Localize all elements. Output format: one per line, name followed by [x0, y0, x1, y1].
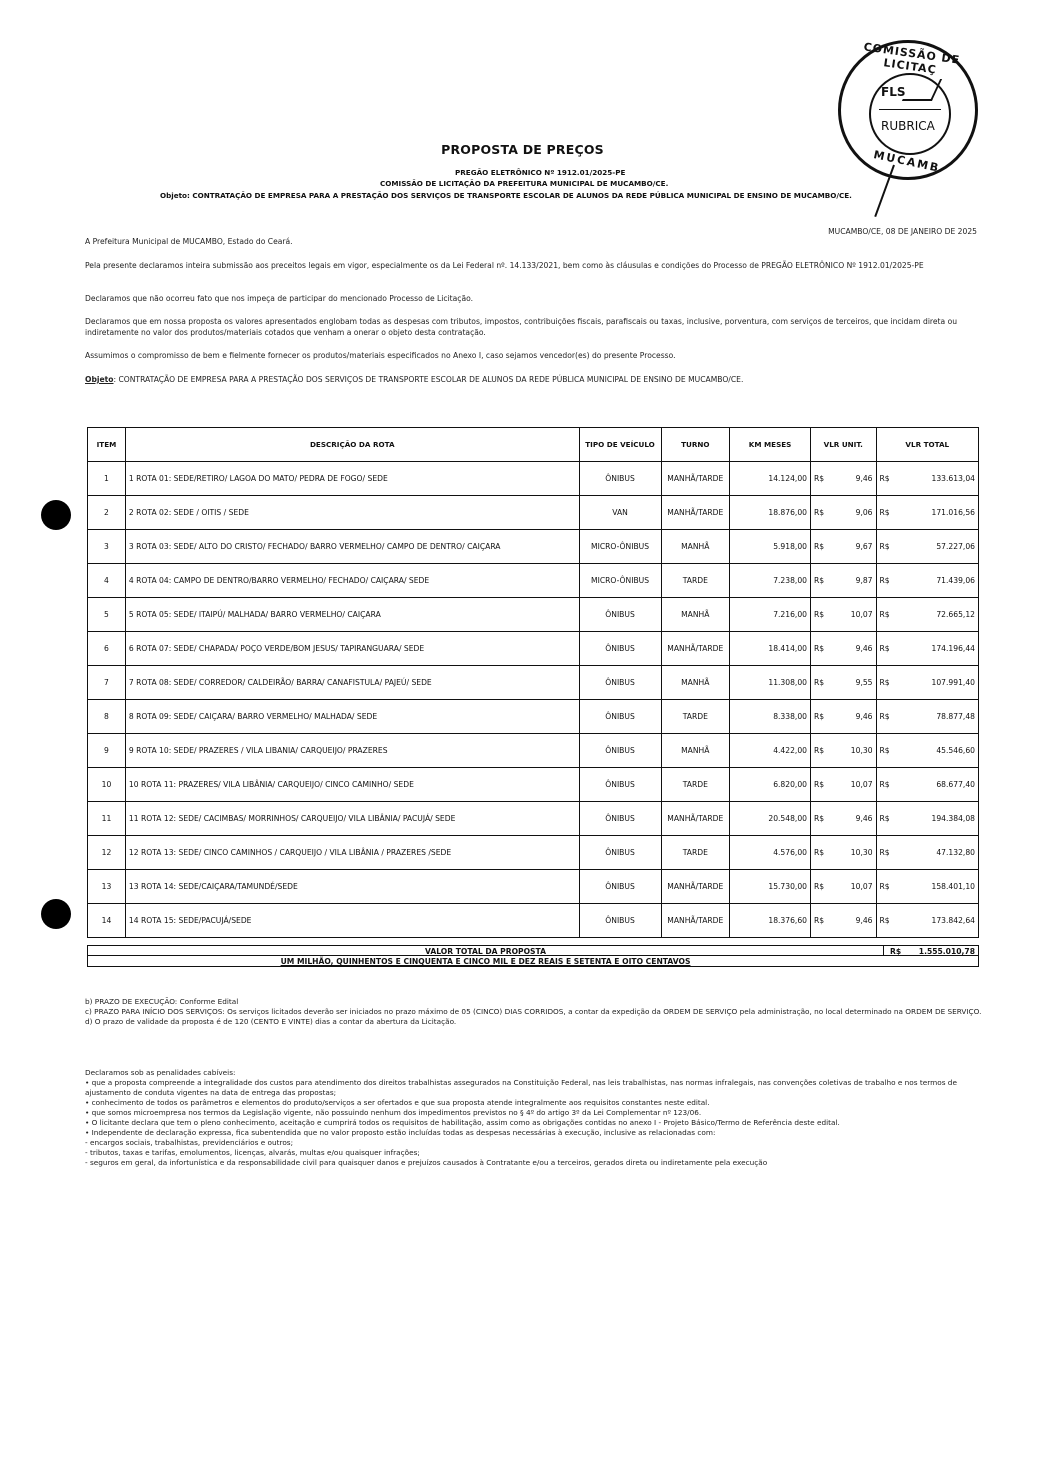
cell-vlr-unit: 9,87: [833, 564, 876, 598]
cell-vlr-total: 171.016,56: [899, 496, 979, 530]
cell-vlr-total: 133.613,04: [899, 462, 979, 496]
table-row: [88, 768, 979, 802]
cell-item: 4: [88, 564, 126, 598]
cell-descricao: 2 ROTA 02: SEDE / OITIS / SEDE: [125, 496, 579, 530]
cell-descricao: 12 ROTA 13: SEDE/ CINCO CAMINHOS / CARQUEIJO / VILA LIBÂNIA / PRAZERES /SEDE: [125, 836, 579, 870]
cell-vlr-total: 72.665,12: [899, 598, 979, 632]
cell-tipo: ÔNIBUS: [579, 598, 661, 632]
cell-item: 3: [88, 530, 126, 564]
cell-km: 18.876,00: [730, 496, 811, 530]
object-paragraph: [85, 374, 975, 385]
cell-vlr-total: 71.439,06: [899, 564, 979, 598]
cell-vlr-unit: 9,06: [833, 496, 876, 530]
table-row: [88, 598, 979, 632]
cell-currency: R$: [811, 802, 834, 836]
total-separator: [88, 955, 978, 956]
page-title: PROPOSTA DE PREÇOS: [441, 142, 604, 157]
term-c: c) PRAZO PARA INÍCIO DOS SERVIÇOS: Os serviços licitados deverão ser iniciados no prazo máximo de 05 (CINCO) DIAS CORRIDOS, a contar da expedição da ORDEM DE SERVIÇO pela administração, no local determinado na ORDEM DE SERVIÇO.: [85, 1007, 982, 1016]
table-row: [88, 836, 979, 870]
cell-km: 7.216,00: [730, 598, 811, 632]
addressee: A Prefeitura Municipal de MUCAMBO, Estado do Ceará.: [85, 237, 293, 246]
cell-currency: R$: [811, 836, 834, 870]
table-header-row: [88, 428, 979, 462]
table-row: [88, 666, 979, 700]
terms-block: [85, 997, 985, 1027]
cell-currency: R$: [876, 564, 899, 598]
cell-km: 18.376,60: [730, 904, 811, 938]
cell-turno: TARDE: [661, 564, 730, 598]
table-row: [88, 496, 979, 530]
cell-descricao: 6 ROTA 07: SEDE/ CHAPADA/ POÇO VERDE/BOM JESUS/ TAPIRANGUARA/ SEDE: [125, 632, 579, 666]
declaration-bullet: - tributos, taxas e tarifas, emolumentos, licenças, alvarás, multas e/ou quaisquer infrações;: [85, 1148, 420, 1157]
cell-vlr-total: 158.401,10: [899, 870, 979, 904]
stamp-divider: [879, 109, 941, 110]
cell-km: 15.730,00: [730, 870, 811, 904]
cell-tipo: ÔNIBUS: [579, 700, 661, 734]
cell-tipo: ÔNIBUS: [579, 632, 661, 666]
cell-vlr-unit: 9,67: [833, 530, 876, 564]
cell-tipo: ÔNIBUS: [579, 904, 661, 938]
cell-vlr-unit: 10,30: [833, 734, 876, 768]
table-row: [88, 870, 979, 904]
cell-descricao: 5 ROTA 05: SEDE/ ITAIPÚ/ MALHADA/ BARRO VERMELHO/ CAIÇARA: [125, 598, 579, 632]
cell-tipo: ÔNIBUS: [579, 734, 661, 768]
cell-currency: R$: [876, 904, 899, 938]
cell-vlr-unit: 9,55: [833, 666, 876, 700]
cell-turno: MANHÃ/TARDE: [661, 802, 730, 836]
cell-tipo: ÔNIBUS: [579, 462, 661, 496]
term-d: d) O prazo de validade da proposta é de 120 (CENTO E VINTE) dias a contar da abertura da Licitação.: [85, 1017, 457, 1026]
cell-vlr-unit: 10,07: [833, 768, 876, 802]
col-descricao: DESCRIÇÃO DA ROTA: [125, 428, 579, 462]
cell-descricao: 14 ROTA 15: SEDE/PACUJÁ/SEDE: [125, 904, 579, 938]
cell-tipo: ÔNIBUS: [579, 768, 661, 802]
cell-km: 5.918,00: [730, 530, 811, 564]
cell-item: 7: [88, 666, 126, 700]
col-vlr-total: VLR TOTAL: [876, 428, 978, 462]
stamp-rubrica-label: RUBRICA: [881, 119, 935, 133]
cell-currency: R$: [811, 904, 834, 938]
cell-tipo: ÔNIBUS: [579, 836, 661, 870]
cell-descricao: 8 ROTA 09: SEDE/ CAIÇARA/ BARRO VERMELHO/ MALHADA/ SEDE: [125, 700, 579, 734]
cell-tipo: MICRO-ÔNIBUS: [579, 530, 661, 564]
total-value: 1.555.010,78: [918, 947, 975, 956]
cell-km: 18.414,00: [730, 632, 811, 666]
cell-turno: MANHÃ: [661, 734, 730, 768]
declaration-bullet: - encargos sociais, trabalhistas, previdenciários e outros;: [85, 1138, 294, 1147]
cell-currency: R$: [876, 462, 899, 496]
term-b: b) PRAZO DE EXECUÇÃO: Conforme Edital: [85, 997, 239, 1006]
cell-item: 5: [88, 598, 126, 632]
cell-item: 10: [88, 768, 126, 802]
cell-vlr-total: 78.877,48: [899, 700, 979, 734]
declaration-submission: Pela presente declaramos inteira submissão aos preceitos legais em vigor, especialmente os da Lei Federal nº. 14.133/2021, bem como às cláusulas e condições do Processo de PREGÃO ELETRÔNICO Nº 1912.01/2025-PE: [85, 261, 924, 270]
cell-vlr-total: 57.227,06: [899, 530, 979, 564]
cell-currency: R$: [811, 598, 834, 632]
cell-km: 14.124,00: [730, 462, 811, 496]
cell-currency: R$: [811, 564, 834, 598]
declaration-commitment: Assumimos o compromisso de bem e fielmente fornecer os produtos/materiais especificados no Anexo I, caso sejamos vencedor(es) do presente Processo.: [85, 351, 676, 360]
cell-vlr-total: 68.677,40: [899, 768, 979, 802]
cell-tipo: MICRO-ÔNIBUS: [579, 564, 661, 598]
document-date: MUCAMBO/CE, 08 DE JANEIRO DE 2025: [828, 227, 977, 236]
stamp-bottom-text: MUCAMB: [872, 148, 942, 175]
commission-stamp: [838, 40, 978, 180]
cell-tipo: ÔNIBUS: [579, 870, 661, 904]
cell-turno: MANHÃ: [661, 530, 730, 564]
cell-turno: MANHÃ: [661, 598, 730, 632]
cell-currency: R$: [811, 666, 834, 700]
cell-turno: TARDE: [661, 836, 730, 870]
cell-vlr-unit: 10,30: [833, 836, 876, 870]
total-divider: [883, 946, 884, 955]
total-in-words: UM MILHÃO, QUINHENTOS E CINQUENTA E CINCO MIL E DEZ REAIS E SETENTA E OITO CENTAVOS: [280, 957, 691, 966]
declaration-bullet: • O licitante declara que tem o pleno conhecimento, aceitação e cumprirá todos os requisitos de habilitação, assim como as obrigações contidas no anexo I - Projeto Básico/Termo de Referência deste edital.: [85, 1118, 840, 1127]
table-row: [88, 700, 979, 734]
cell-item: 11: [88, 802, 126, 836]
cell-vlr-total: 194.384,08: [899, 802, 979, 836]
total-currency: R$: [890, 947, 902, 956]
cell-currency: R$: [876, 666, 899, 700]
col-vlr-unit: VLR UNIT.: [811, 428, 877, 462]
cell-vlr-unit: 10,07: [833, 870, 876, 904]
cell-currency: R$: [876, 768, 899, 802]
cell-descricao: 1 ROTA 01: SEDE/RETIRO/ LAGOA DO MATO/ PEDRA DE FOGO/ SEDE: [125, 462, 579, 496]
cell-currency: R$: [811, 462, 834, 496]
cell-item: 1: [88, 462, 126, 496]
cell-km: 8.338,00: [730, 700, 811, 734]
cell-item: 8: [88, 700, 126, 734]
declarations-block: [85, 1068, 985, 1168]
cell-tipo: VAN: [579, 496, 661, 530]
cell-km: 11.308,00: [730, 666, 811, 700]
cell-item: 6: [88, 632, 126, 666]
cell-km: 20.548,00: [730, 802, 811, 836]
price-table: [87, 427, 979, 938]
declaration-bullet: • conhecimento de todos os parâmetros e elementos do produto/serviços a ser ofertados e que sua proposta atende integralmente aos requisitos constantes neste edital.: [85, 1098, 710, 1107]
cell-vlr-unit: 9,46: [833, 632, 876, 666]
declaration-no-impediment: Declaramos que não ocorreu fato que nos impeça de participar do mencionado Processo de Licitação.: [85, 294, 474, 303]
cell-item: 9: [88, 734, 126, 768]
col-tipo: TIPO DE VEÍCULO: [579, 428, 661, 462]
cell-currency: R$: [811, 870, 834, 904]
total-label: VALOR TOTAL DA PROPOSTA: [425, 947, 546, 956]
cell-currency: R$: [811, 632, 834, 666]
cell-descricao: 7 ROTA 08: SEDE/ CORREDOR/ CALDEIRÃO/ BARRA/ CANAFISTULA/ PAJEÚ/ SEDE: [125, 666, 579, 700]
cell-vlr-unit: 9,46: [833, 700, 876, 734]
declaration-bullet: - seguros em geral, da infortunística e da responsabilidade civil para quaisquer danos e prejuízos causados à Contratante e/ou a terceiros, gerados direta ou indiretamente pela execução: [85, 1158, 768, 1167]
col-km: KM MESES: [730, 428, 811, 462]
table-row: [88, 564, 979, 598]
cell-currency: R$: [876, 734, 899, 768]
pregao-number: PREGÃO ELETRÔNICO Nº 1912.01/2025-PE: [455, 168, 626, 177]
cell-km: 6.820,00: [730, 768, 811, 802]
cell-currency: R$: [876, 598, 899, 632]
commission-line: COMISSÃO DE LICITAÇÃO DA PREFEITURA MUNICIPAL DE MUCAMBO/CE.: [380, 179, 669, 188]
cell-vlr-unit: 9,46: [833, 802, 876, 836]
table-row: [88, 530, 979, 564]
cell-currency: R$: [811, 530, 834, 564]
cell-descricao: 13 ROTA 14: SEDE/CAIÇARA/TAMUNDÉ/SEDE: [125, 870, 579, 904]
cell-turno: TARDE: [661, 700, 730, 734]
cell-currency: R$: [876, 802, 899, 836]
cell-descricao: 3 ROTA 03: SEDE/ ALTO DO CRISTO/ FECHADO/ BARRO VERMELHO/ CAMPO DE DENTRO/ CAIÇARA: [125, 530, 579, 564]
cell-vlr-total: 173.842,64: [899, 904, 979, 938]
object-header: Objeto: CONTRATAÇÃO DE EMPRESA PARA A PRESTAÇÃO DOS SERVIÇOS DE TRANSPORTE ESCOLAR DE ALUNOS DA REDE PÚBLICA MUNICIPAL DE ENSINO DE MUCAMBO/CE.: [160, 191, 852, 200]
object-label: Objeto: [85, 375, 114, 384]
object-text: : CONTRATAÇÃO DE EMPRESA PARA A PRESTAÇÃO DOS SERVIÇOS DE TRANSPORTE ESCOLAR DE ALUNOS DA REDE PÚBLICA MUNICIPAL DE ENSINO DE MUCAMBO/CE.: [113, 375, 744, 384]
cell-item: 14: [88, 904, 126, 938]
declaration-bullet: • Independente de declaração expressa, fica subentendida que no valor proposto estão incluídas todas as despesas necessárias à execução, inclusive as relacionadas com:: [85, 1128, 716, 1137]
stamp-fls-label: FLS: [881, 85, 906, 99]
cell-currency: R$: [811, 734, 834, 768]
declaration-costs: Declaramos que em nossa proposta os valores apresentados englobam todas as despesas com tributos, impostos, contribuições fiscais, parafiscais ou taxas, inclusive, porventura, com serviços de terceiros, que incidam direta ou indiretamente no valor dos produtos/materiais cotados que venham a onerar o objeto desta contratação.: [85, 317, 958, 337]
cell-turno: MANHÃ: [661, 666, 730, 700]
cell-currency: R$: [811, 768, 834, 802]
cell-turno: TARDE: [661, 768, 730, 802]
cell-turno: MANHÃ/TARDE: [661, 632, 730, 666]
declarations-intro: Declaramos sob as penalidades cabíveis:: [85, 1068, 236, 1077]
cell-currency: R$: [811, 700, 834, 734]
col-item: ITEM: [88, 428, 126, 462]
table-row: [88, 632, 979, 666]
cell-currency: R$: [876, 632, 899, 666]
cell-vlr-total: 47.132,80: [899, 836, 979, 870]
cell-vlr-unit: 9,46: [833, 904, 876, 938]
declaration-bullet: • que somos microempresa nos termos da Legislação vigente, não possuindo nenhum dos impedimentos previstos no § 4º do artigo 3º da Lei Complementar nº 123/06.: [85, 1108, 702, 1117]
punch-hole: [41, 899, 71, 929]
cell-turno: MANHÃ/TARDE: [661, 496, 730, 530]
table-row: [88, 904, 979, 938]
cell-vlr-total: 174.196,44: [899, 632, 979, 666]
cell-turno: MANHÃ/TARDE: [661, 462, 730, 496]
cell-km: 4.576,00: [730, 836, 811, 870]
cell-tipo: ÔNIBUS: [579, 802, 661, 836]
declaration-bullet: • que a proposta compreende a integralidade dos custos para atendimento dos direitos trabalhistas assegurados na Constituição Federal, nas leis trabalhistas, nas normas infralegais, nas convenções coletivas de trabalho e nos termos de ajustamento de conduta vigentes na data de entrega das propostas;: [85, 1078, 957, 1097]
cell-turno: MANHÃ/TARDE: [661, 870, 730, 904]
table-row: [88, 734, 979, 768]
cell-tipo: ÔNIBUS: [579, 666, 661, 700]
cell-currency: R$: [876, 496, 899, 530]
table-row: [88, 802, 979, 836]
cell-item: 13: [88, 870, 126, 904]
cell-currency: R$: [876, 836, 899, 870]
cell-descricao: 10 ROTA 11: PRAZERES/ VILA LIBÂNIA/ CARQUEIJO/ CINCO CAMINHO/ SEDE: [125, 768, 579, 802]
cell-vlr-total: 107.991,40: [899, 666, 979, 700]
col-turno: TURNO: [661, 428, 730, 462]
cell-vlr-unit: 9,46: [833, 462, 876, 496]
cell-turno: MANHÃ/TARDE: [661, 904, 730, 938]
cell-item: 12: [88, 836, 126, 870]
cell-descricao: 11 ROTA 12: SEDE/ CACIMBAS/ MORRINHOS/ CARQUEIJO/ VILA LIBÂNIA/ PACUJÁ/ SEDE: [125, 802, 579, 836]
cell-currency: R$: [876, 870, 899, 904]
stamp-top-text: COMISSÃO DE LICITAÇ: [862, 40, 961, 77]
total-box: [87, 945, 979, 967]
punch-hole: [41, 500, 71, 530]
cell-km: 7.238,00: [730, 564, 811, 598]
cell-currency: R$: [811, 496, 834, 530]
cell-currency: R$: [876, 530, 899, 564]
cell-currency: R$: [876, 700, 899, 734]
cell-descricao: 9 ROTA 10: SEDE/ PRAZERES / VILA LIBANIA/ CARQUEIJO/ PRAZERES: [125, 734, 579, 768]
cell-item: 2: [88, 496, 126, 530]
table-row: [88, 462, 979, 496]
cell-vlr-total: 45.546,60: [899, 734, 979, 768]
cell-km: 4.422,00: [730, 734, 811, 768]
cell-vlr-unit: 10,07: [833, 598, 876, 632]
cell-descricao: 4 ROTA 04: CAMPO DE DENTRO/BARRO VERMELHO/ FECHADO/ CAIÇARA/ SEDE: [125, 564, 579, 598]
